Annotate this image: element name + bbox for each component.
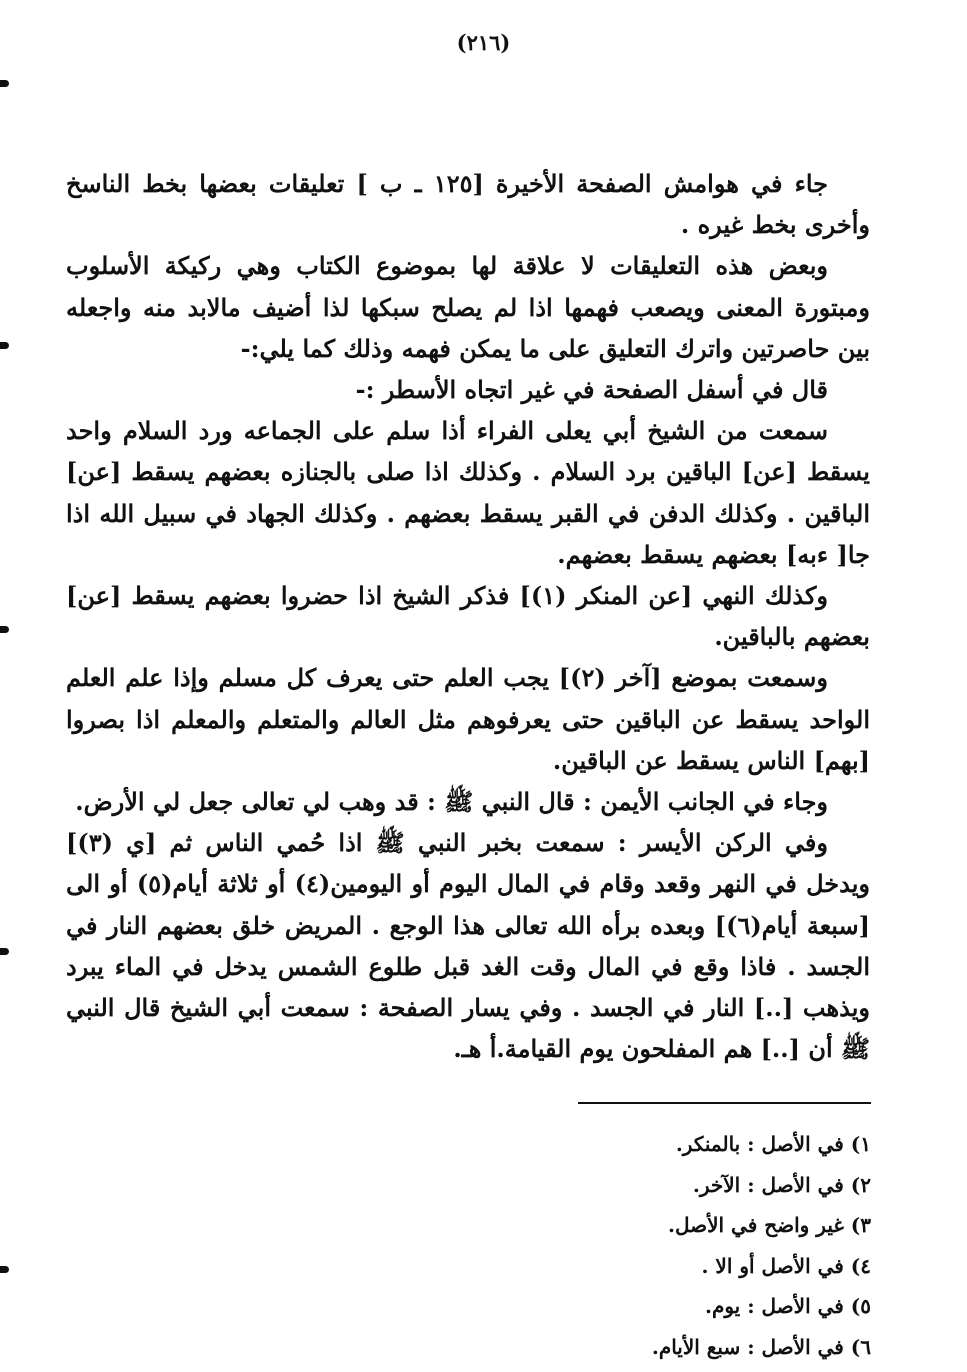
scan-edge-mark (0, 626, 9, 633)
paragraph: وجاء في الجانب الأيمن : قال النبي ﷺ : قد وهب لي تعالى جعل لي الأرض. (75, 787, 828, 817)
scan-edge-mark (0, 342, 9, 349)
paragraph: وفي الركن الأيسر : سمعت بخبر النبي ﷺ اذا حُمي الناس ثم [ي (٣)] ويدخل في النهر وقعد وقام في المال اليوم أو اليومين(٤) أو ثلاثة أيام(٥) أو الى [سبعة أيام(٦)] وبعده برأه الله تعالى هذا الوجع . المريض خلق بعضهم النار في الجسد . فاذا وقع في المال وقت الغد قبل طلوع الشمس يدخل في الماء يبرد ويذهب [..] النار في الجسد . وفي يسار الصفحة : سمعت أبي الشيخ قال النبي ﷺ أن [..] هم المفلحون يوم القيامة.أ هـ. (66, 828, 871, 1064)
paragraph: وبعض هذه التعليقات لا علاقة لها بموضوع الكتاب وهي ركيكة الأسلوب ومبتورة المعنى ويصعب فهمها اذا لم يصلح سبكها لذا أضيف مالابد منه واجعله بين حاصرتين واترك التعليق على ما يمكن فهمه وذلك كما يلي:- (66, 251, 870, 363)
scan-edge-mark (0, 1266, 9, 1273)
footnote: ٦) في الأصل : سبع الأيام. (651, 1334, 871, 1359)
paragraph: وكذلك النهي [عن المنكر (١)] فذكر الشيخ اذا حضروا بعضهم يسقط [عن] بعضهم بالباقين. (66, 581, 870, 652)
footnote: ٣) غير واضح في الأصل. (668, 1213, 871, 1237)
paragraph: جاء في هوامش الصفحة الأخيرة [١٢٥ ـ ب ] تعليقات بعضها بخط الناسخ وأخرى بخط غيره . (66, 169, 870, 240)
footnotes-list (520, 1124, 871, 1367)
footnote: ٤) في الأصل أو الا . (701, 1253, 871, 1278)
footnote: ٥) في الأصل : يوم. (704, 1294, 871, 1318)
main-text (66, 163, 870, 1069)
scan-edge-mark (0, 80, 9, 87)
footnote: ١) في الأصل : بالمنكر. (675, 1132, 871, 1156)
paragraph: قال في أسفل الصفحة في غير اتجاه الأسطر :- (355, 375, 828, 405)
paragraph: سمعت من الشيخ أبي يعلى الفراء أذا سلم على الجماعه ورد السلام واحد يسقط [عن] الباقين برد السلام . وكذلك اذا صلى بالجنازه بعضهم يسقط [عن] الباقين . وكذلك الدفن في القبر يسقط بعضهم . وكذلك الجهاد في سبيل الله اذا جا[ ءبه] بعضهم يسقط بعضهم. (66, 416, 870, 569)
paragraph: وسمعت بموضع [آخر (٢)] يجب العلم حتى يعرف كل مسلم وإذا علم العلم الواحد يسقط عن الباقين حتى يعرفوهم مثل العالم والمتعلم والمعلم اذا بصروا [بهم] الناس يسقط عن الباقين. (66, 663, 870, 775)
page-number: (٢١٦) (456, 30, 511, 55)
footnote: ٢) في الأصل : الآخر. (692, 1172, 871, 1197)
scan-edge-mark (0, 948, 9, 955)
footnote-separator (578, 1102, 871, 1104)
